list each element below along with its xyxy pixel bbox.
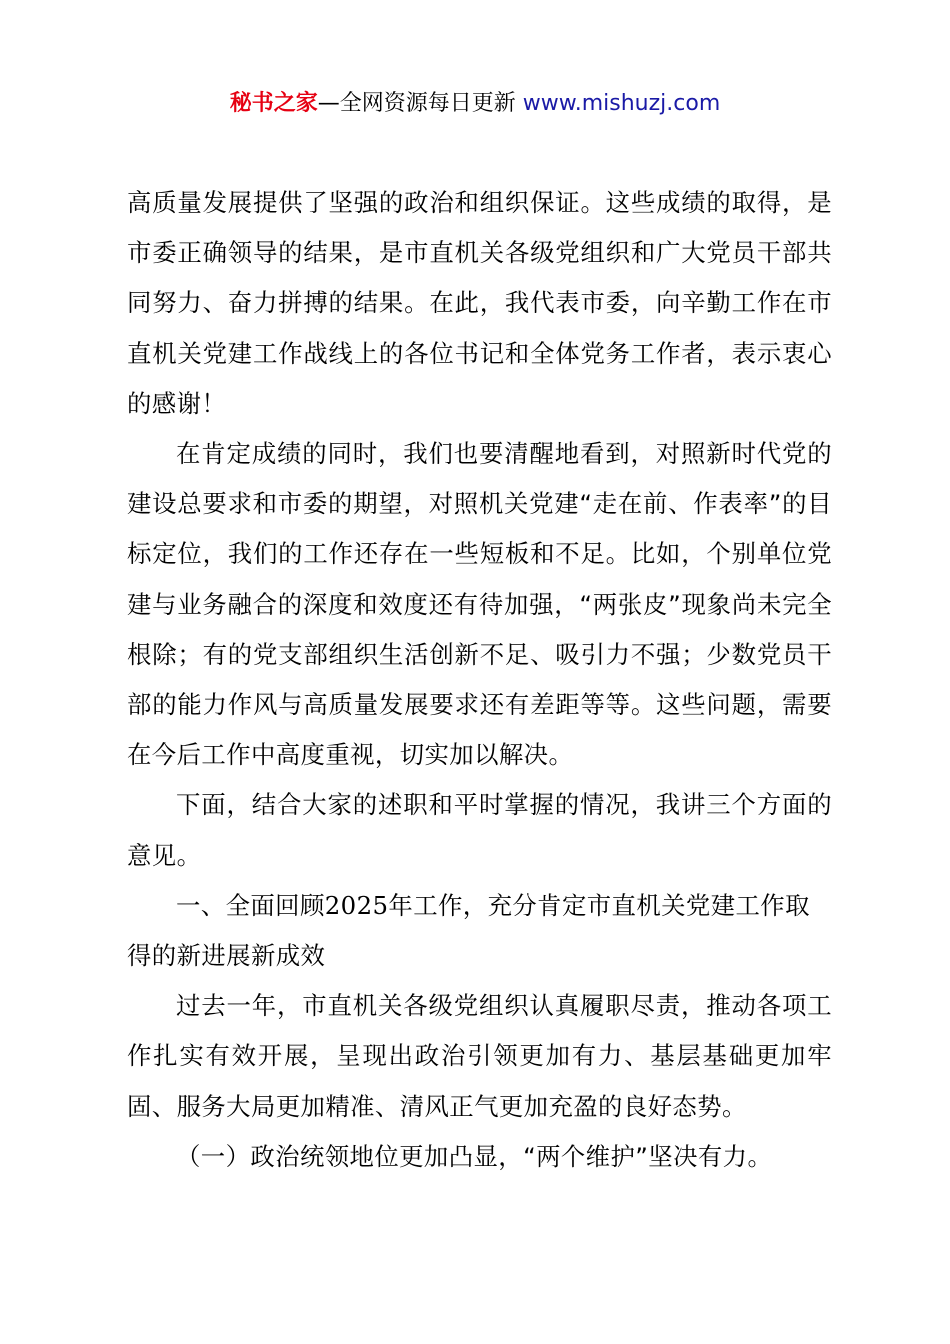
sub-heading: （一）政治统领地位更加凸显，“两个维护”坚决有力。 (176, 1141, 773, 1171)
paragraph-shortcomings: 在肯定成绩的同时，我们也要清醒地看到，对照新时代党的建设总要求和市委的期望，对照机关党建“走在前、作表率”的目标定位，我们的工作还存在一些短板和不足。比如，个别单位党建与业务融合的深度和效度还有待加强，“两张皮”现象尚未完全根除；有的党支部组织生活创新不足、吸引力不强；少数党员干部的能力作风与高质量发展要求还有差距等等。这些问题，需要在今后工作中高度重视，切实加以解决。 (127, 439, 832, 770)
header-tagline: —全网资源每日更新 (317, 91, 516, 116)
brand-name: 秘书之家 (229, 91, 318, 116)
section-heading: 一、全面回顾2025年工作，充分肯定市直机关党建工作取得的新进展新成效 (127, 890, 810, 971)
paragraph-review: 过去一年，市直机关各级党组织认真履职尽责，推动各项工作扎实有效开展，呈现出政治引领更加有力、基层基础更加牢固、服务大局更加精准、清风正气更加充盈的良好态势。 (127, 991, 832, 1121)
document-body (127, 178, 832, 1182)
site-header (0, 88, 950, 120)
site-url-link[interactable]: www.mishuzj.com (522, 91, 721, 116)
paragraph-continuation: 高质量发展提供了坚强的政治和组织保证。这些成绩的取得，是市委正确领导的结果，是市直机关各级党组织和广大党员干部共同努力、奋力拼搏的结果。在此，我代表市委，向辛勤工作在市直机关党建工作战线上的各位书记和全体党务工作者，表示衷心的感谢！ (127, 188, 832, 418)
paragraph-intro: 下面，结合大家的述职和平时掌握的情况，我讲三个方面的意见。 (127, 790, 832, 870)
